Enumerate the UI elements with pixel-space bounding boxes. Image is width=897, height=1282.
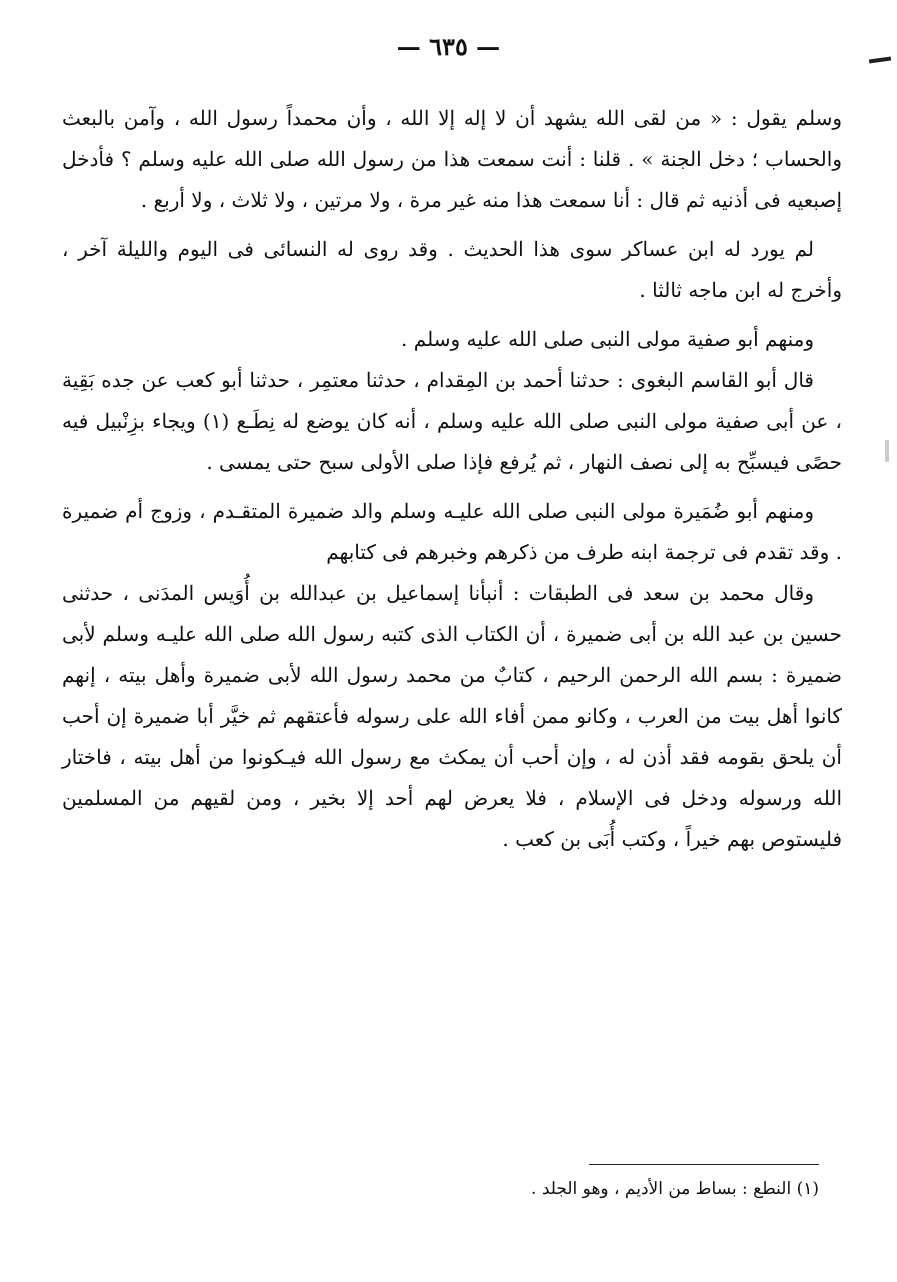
paragraph-abu-safiya-narration: قال أبو القاسم البغوى : حدثنا أحمد بن المِقدام ، حدثنا معتمِر ، حدثنا أبو كعب عن جده بَقِية ، عن أبى صفية مولى النبى صلى الله عليه وسلم ، أنه كان يوضع له نِطَـع (١) ويجاء بزِنْبيل فيه حصًى فيسبِّح به إلى نصف النهار ، ثم يُرفع فإذا صلى الأولى سبح حتى يمسى . bbox=[62, 368, 842, 474]
footnote: (١) النطع : بساط من الأديم ، وهو الجلد . bbox=[531, 1179, 819, 1199]
page-number: — ٦٣٥ — bbox=[396, 32, 501, 61]
paragraph-hadith-continuation: وسلم يقول : « من لقى الله يشهد أن لا إله إلا الله ، وأن محمداً رسول الله ، وآمن بالبعث والحساب ؛ دخل الجنة » . قلنا : أنت سمعت هذا من رسول الله صلى الله عليه وسلم ؟ فأدخل إصبعيه فى أذنيه ثم قال : أنا سمعت هذا منه غير مرة ، ولا مرتين ، ولا ثلاث ، ولا أربع . bbox=[62, 106, 842, 212]
paragraph-abu-safiya-heading: ومنهم أبو صفية مولى النبى صلى الله عليه وسلم . bbox=[401, 327, 814, 351]
paragraph-abu-dumayra-heading: ومنهم أبو ضُمَيرة مولى النبى صلى الله عليـه وسلم والد ضميرة المتقـدم ، وزوج أم ضميرة . وقد تقدم فى ترجمة ابنه طرف من ذكرهم وخبرهم فى كتابهم bbox=[62, 499, 842, 564]
page-body-text bbox=[62, 98, 842, 860]
paragraph-ibn-asakir-note: لم يورد له ابن عساكر سوى هذا الحديث . وقد روى له النسائى فى اليوم والليلة آخر ، وأخرج له ابن ماجه ثالثا . bbox=[62, 237, 842, 302]
page-edge-speck bbox=[885, 440, 889, 462]
footnote-divider bbox=[589, 1164, 819, 1165]
paragraph-ibn-saad-letter: وقال محمد بن سعد فى الطبقات : أنبأنا إسماعيل بن عبدالله بن أُوَيس المدَنى ، حدثنى حسين بن عبد الله بن أبى ضميرة ، أن الكتاب الذى كتبه رسول الله صلى الله عليـه وسلم لأبى ضميرة : بسم الله الرحمن الرحيم ، كتابٌ من محمد رسول الله لأبى ضميرة وأهل بيته ، إنهم كانوا أهل بيت من العرب ، وكانو ممن أفاء الله على رسوله فأعتقهم ثم خيَّر أبا ضميرة إن أحب أن يلحق بقومه فقد أذن له ، وإن أحب أن يمكث مع رسول الله فيـكونوا من أهل بيته ، فاختار الله ورسوله ودخل فى الإسلام ، فلا يعرض لهم أحد إلا بخير ، ومن لقيهم من المسلمين فليستوص بهم خيراً ، وكتب أُبَى بن كعب . bbox=[62, 581, 843, 851]
